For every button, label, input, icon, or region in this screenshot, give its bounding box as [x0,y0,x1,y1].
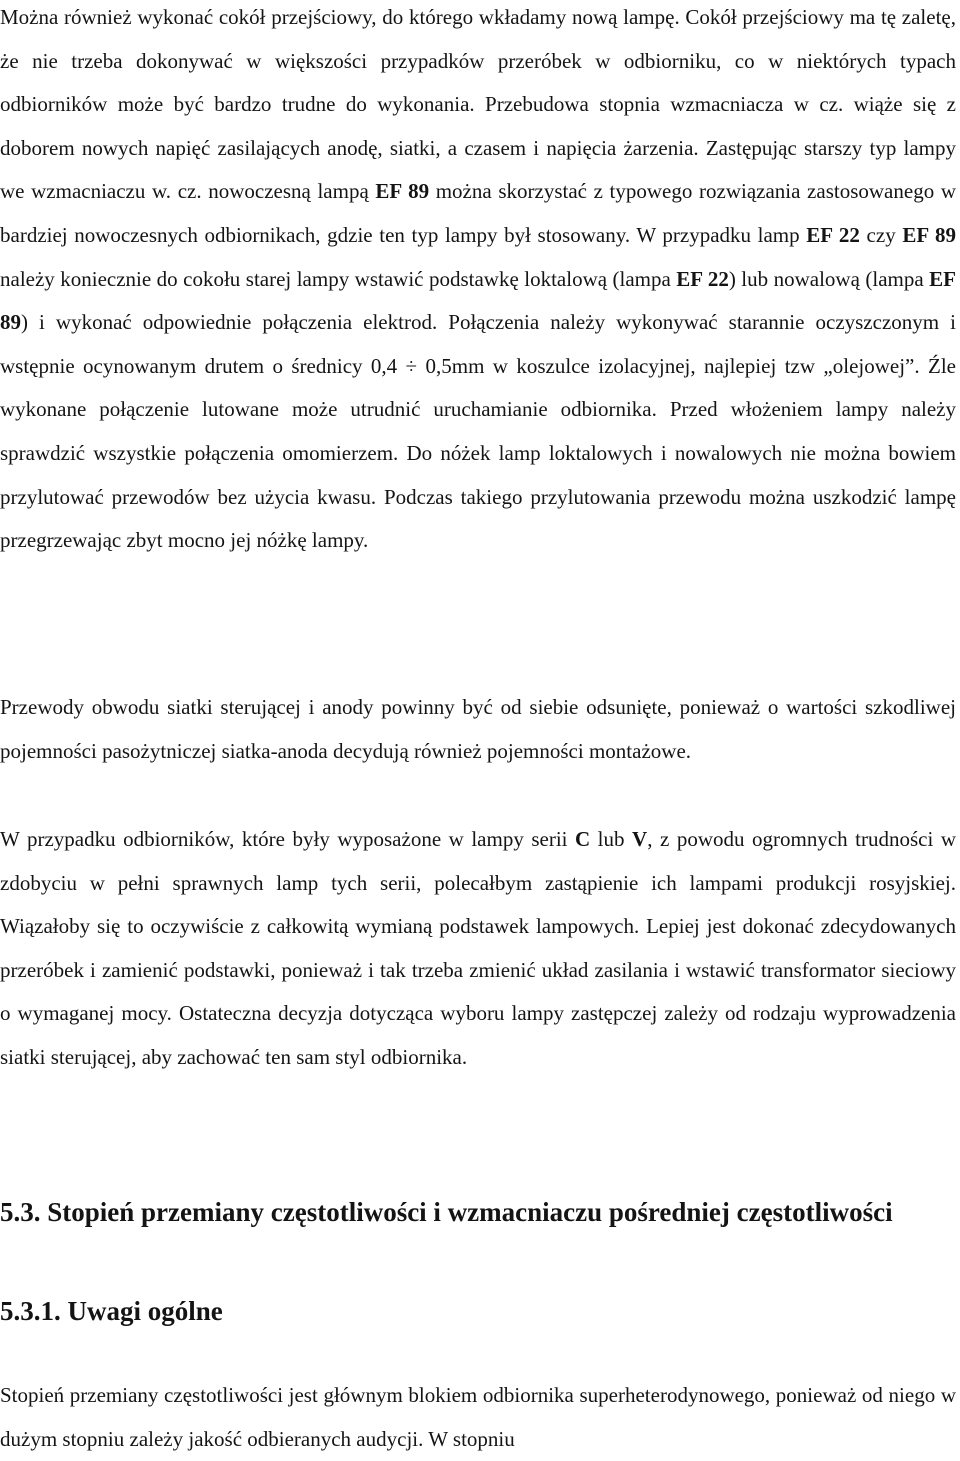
paragraph-tube-adapter [0,0,956,563]
text-run: ) lub nowalową (lampa [728,266,930,291]
bold-term: EF 22 [676,266,729,291]
bold-term: C [575,827,591,851]
paragraph-tube-series-replacement [0,818,956,1080]
bold-term: EF 22 [806,222,860,247]
bold-term: EF 89 [0,266,956,335]
subsection-heading: 5.3.1. Uwagi ogólne [0,1296,223,1326]
text-run: W przypadku odbiorników, które były wyposażone w lampy serii [0,827,575,851]
text-run: Stopień przemiany częstotliwości jest głównym blokiem odbiornika superheterodynowego, ponieważ od niego w dużym stopniu zależy jakość odbieranych audycji. W stopniu [0,1383,956,1451]
text-run: można skorzystać z typowego rozwiązania zastosowanego w bardziej nowoczesnych odbiornikach, gdzie ten typ lampy był stosowany. W przypadku lamp [0,179,956,247]
text-run: lub [590,827,633,851]
bold-term: EF 89 [902,222,957,247]
text-run: czy [859,222,903,247]
section-heading: 5.3. Stopień przemiany częstotliwości i wzmacniaczu pośredniej częstotliwości [0,1197,893,1227]
text-run: należy koniecznie do cokołu starej lampy wstawić podstawkę loktalową (lampa [0,266,677,291]
text-run: , z powodu ogromnych trudności w zdobyciu w pełni sprawnych lamp tych serii, polecałbym zastąpienie ich lampami produkcji rosyjskiej. Wiązałoby się to oczywiście z całkowitą wymianą podstawek lampowych. Lepiej jest dokonać zdecydowanych przeróbek i zamienić podstawki, ponieważ i tak trzeba zmienić układ zasilania i wstawić transformator sieciowy o wymaganej mocy. Ostateczna decyzja dotycząca wyboru lampy zastępczej zależy od rodzaju wyprowadzenia siatki sterującej, aby zachować ten sam styl odbiornika. [0,827,956,1069]
bold-term: V [632,827,648,851]
text-run: ) i wykonać odpowiednie połączenia elektrod. Połączenia należy wykonywać starannie oczyszczonym i wstępnie ocynowanym drutem o średnicy 0,4 ÷ 0,5mm w koszulce izolacyjnej, najlepiej tzw „olejowej”. Źle wykonane połączenie lutowane może utrudnić uruchamianie odbiornika. Przed włożeniem lampy należy sprawdzić wszystkie połączenia omomierzem. Do nóżek lamp loktalowych i nowalowych nie można bowiem przylutować przewodów bez użycia kwasu. Podczas takiego przylutowania przewodu można uszkodzić lampę przegrzewając zbyt mocno jej nóżkę lampy. [0,310,956,553]
bold-term: EF 89 [375,179,430,204]
text-run: Przewody obwodu siatki sterującej i anody powinny być od siebie odsunięte, ponieważ o wartości szkodliwej pojemności pasożytniczej siatka-anoda decydują również pojemności montażowe. [0,695,956,763]
paragraph-frequency-converter [0,1374,956,1461]
text-run: Można również wykonać cokół przejściowy, do którego wkładamy nową lampę. Cokół przejściowy ma tę zaletę, że nie trzeba dokonywać w większości przypadków przeróbek w odbiorniku, co w niektórych typach odbiorników może być bardzo trudne do wykonania. Przebudowa stopnia wzmacniacza w cz. wiąże się z doborem nowych napięć zasilających anodę, siatki, a czasem i napięcia żarzenia. Zastępując starszy typ lampy we wzmacniaczu w. cz. nowoczesną lampą [0,5,956,204]
paragraph-grid-anode-wiring [0,686,956,773]
